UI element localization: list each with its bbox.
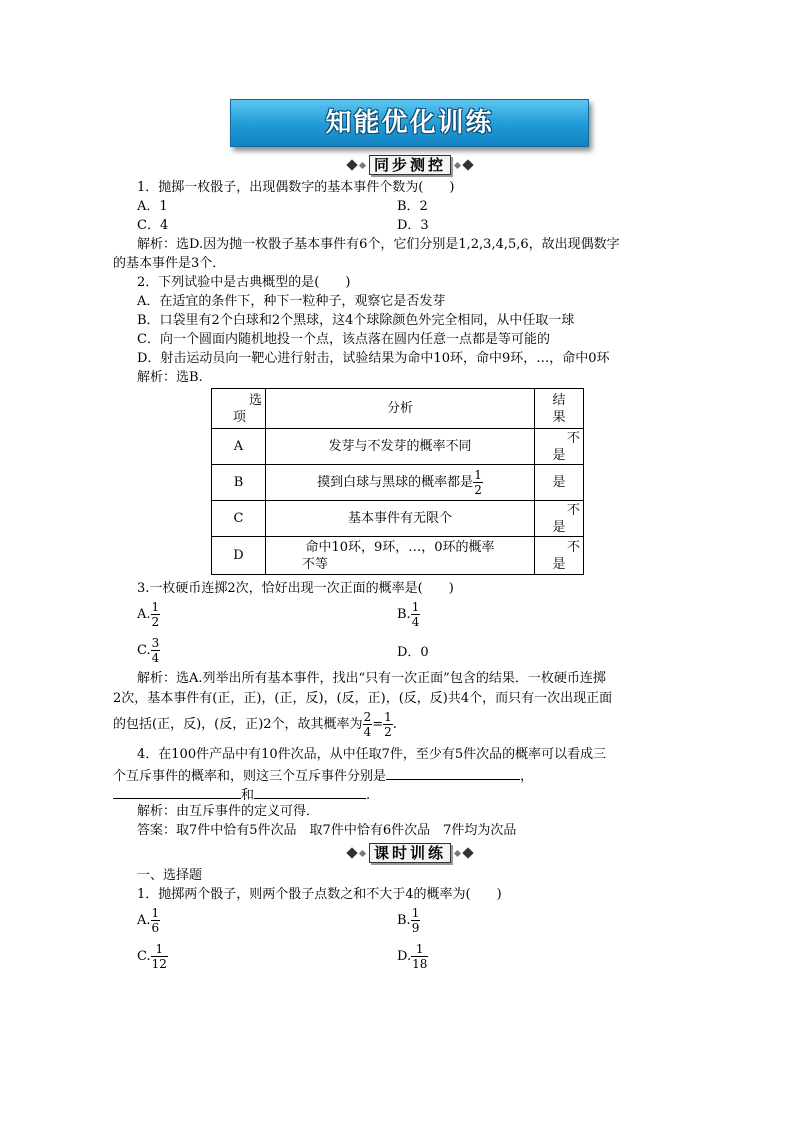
- option-d: D．3: [397, 218, 429, 233]
- analysis-cell: 基本事件有无限个: [266, 501, 535, 537]
- diamond-icon: [359, 161, 366, 168]
- solution-text: 2次，基本事件有(正，正)，(正，反)，(反，正)，(反，反)共4个，而只有一次出现正面: [113, 691, 613, 706]
- analysis-cell: 命中10环，9环，…，0环的概率 不等: [266, 537, 535, 575]
- question-stem: 4．在100件产品中有10件次品，从中任取7件，至少有5件次品的概率可以看成三: [137, 747, 607, 762]
- option-b: B. $\frac{1}{4}$: [397, 600, 420, 629]
- option-c: C. $\frac{3}{4}$: [137, 636, 160, 665]
- option-c: C．向一个圆面内随机地投一个点，该点落在圆内任意一点都是等可能的: [137, 332, 550, 347]
- result-cell: 不 是: [535, 429, 584, 465]
- question-stem: 1．抛掷两个骰子，则两个骰子点数之和不大于4的概率为( ): [137, 887, 502, 902]
- option-cell: D: [212, 537, 266, 575]
- solution-text: 的基本事件是3个．: [113, 256, 226, 271]
- option-cell: B: [212, 465, 266, 501]
- solution-text: 解析：选B.: [137, 370, 203, 385]
- header-cell: 结 果: [535, 389, 584, 429]
- question-stem: 2．下列试验中是古典概型的是( ): [137, 275, 351, 290]
- fraction: $\frac{1}{2}$: [474, 468, 482, 497]
- diamond-icon: [346, 847, 357, 858]
- analysis-table: [211, 388, 584, 575]
- answer-blank[interactable]: [113, 784, 241, 799]
- option-b: B．2: [397, 199, 428, 214]
- option-b: B．口袋里有2个白球和2个黑球，这4个球除颜色外完全相同，从中任取一球: [137, 313, 575, 328]
- title-banner: [230, 99, 589, 147]
- section-header-sync: [320, 154, 500, 176]
- solution-text: 的包括(正，反)，(反，正)2个，故其概率为 $\frac{2}{4}$ = $\frac{1}{2}$ .: [113, 710, 397, 739]
- result-cell: 不 是: [535, 501, 584, 537]
- question-stem: 个互斥事件的概率和，则这三个互斥事件分别是 ，: [113, 765, 533, 786]
- result-cell: 不 是: [535, 537, 584, 575]
- option-d: D．0: [397, 645, 429, 660]
- solution-text: 解析：选A.列举出所有基本事件，找出“只有一次正面”包含的结果．一枚硬币连掷: [137, 671, 606, 686]
- option-a: A．1: [137, 199, 168, 214]
- option-b: B. $\frac{1}{9}$: [397, 906, 420, 935]
- solution-text: 解析：选D.因为抛一枚骰子基本事件有6个，它们分别是1,2,3,4,5,6，故出现偶数字: [137, 237, 620, 252]
- table-row: [212, 465, 584, 501]
- result-cell: 是: [535, 465, 584, 501]
- analysis-cell: 发芽与不发芽的概率不同: [266, 429, 535, 465]
- option-cell: C: [212, 501, 266, 537]
- option-a: A. $\frac{1}{2}$: [137, 600, 160, 629]
- table-row: [212, 501, 584, 537]
- option-d: D．射击运动员向一靶心进行射击，试验结果为命中10环，命中9环，…，命中0环: [137, 351, 610, 366]
- option-a: A．在适宜的条件下，种下一粒种子，观察它是否发芽: [137, 294, 446, 309]
- section-title: 同步测控: [369, 155, 451, 175]
- answer-blank[interactable]: [386, 765, 520, 780]
- answer-blank[interactable]: [254, 784, 366, 799]
- diamond-icon: [359, 849, 366, 856]
- header-cell: 分析: [266, 389, 535, 429]
- table-header-row: [212, 389, 584, 429]
- diamond-icon: [454, 161, 461, 168]
- diamond-icon: [462, 847, 473, 858]
- table-row: [212, 537, 584, 575]
- question-stem: 3.一枚硬币连掷2次，恰好出现一次正面的概率是( ): [137, 581, 454, 596]
- option-cell: A: [212, 429, 266, 465]
- analysis-cell: 摸到白球与黑球的概率都是 $\frac{1}{2}$: [266, 465, 535, 501]
- banner-title: 知能优化训练: [325, 108, 494, 138]
- option-c: C．4: [137, 218, 169, 233]
- header-cell: 选 项: [212, 389, 266, 429]
- question-stem: 和 .: [113, 784, 370, 805]
- section-header-lesson: [320, 842, 500, 864]
- section-title: 课时训练: [369, 843, 451, 863]
- diamond-icon: [462, 159, 473, 170]
- option-d: D. $\frac{1}{18}$: [397, 942, 428, 971]
- part-heading: 一、选择题: [137, 868, 203, 883]
- diamond-icon: [346, 159, 357, 170]
- diamond-icon: [454, 849, 461, 856]
- option-a: A. $\frac{1}{6}$: [137, 906, 160, 935]
- option-c: C. $\frac{1}{12}$: [137, 942, 167, 971]
- solution-text: 解析：由互斥事件的定义可得．: [137, 804, 320, 819]
- question-stem: 1．抛掷一枚骰子，出现偶数字的基本事件个数为( ): [137, 180, 455, 195]
- table-row: [212, 429, 584, 465]
- answer-text: 答案：取7件中恰有5件次品 取7件中恰有6件次品 7件均为次品: [137, 823, 517, 838]
